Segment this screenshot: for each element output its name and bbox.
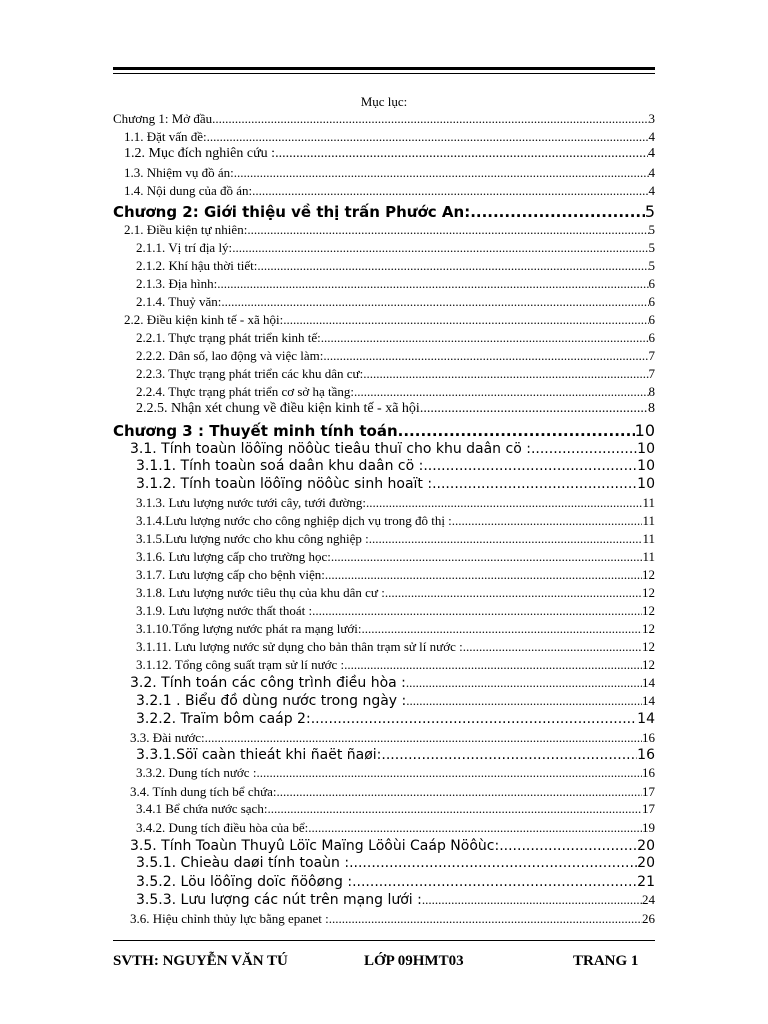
toc-dot-leader [344, 657, 642, 673]
toc-entry-page: 11 [642, 513, 655, 528]
toc-dot-leader [406, 693, 642, 709]
toc-entry-title: 2.1.1. Vị trí địa lý: [136, 240, 233, 255]
toc-entry-page: 4 [648, 183, 655, 198]
toc-entry-page: 14 [637, 711, 655, 727]
toc-entry-title: 3.1. Tính toaùn löôïng nöôùc tieâu thuï cho khu daân cö : [130, 441, 531, 457]
toc-dot-leader [354, 384, 648, 400]
toc-dot-leader [422, 892, 642, 908]
toc-entry-title: Chương 3 : Thuyết minh tính toán [113, 422, 398, 440]
toc-entry-title: 2.1.4. Thuỷ văn: [136, 294, 222, 309]
toc-dot-leader [420, 401, 648, 417]
toc-entry-title: 3.3.2. Dung tích nước : [136, 765, 257, 780]
toc-dot-leader [234, 165, 649, 181]
toc-dot-leader [385, 585, 642, 601]
toc-entry-page: 6 [648, 312, 655, 327]
toc-entry-title: 3.5.1. Chieàu daøi tính toaùn : [136, 855, 350, 871]
toc-entry-title: Chương 1: Mở đầu [113, 111, 213, 126]
toc-dot-leader [321, 330, 649, 346]
toc-entry-page: 14 [642, 675, 655, 690]
toc-dot-leader [423, 458, 637, 474]
toc-dot-leader [256, 765, 642, 781]
toc-dot-leader [277, 784, 642, 800]
toc-entry[interactable] [136, 330, 655, 346]
toc-entry[interactable] [136, 294, 655, 310]
toc-entry-page: 20 [637, 855, 655, 871]
toc-entry[interactable] [136, 820, 655, 836]
toc-entry-title: 3.4.1 Bể chứa nước sạch: [136, 801, 268, 816]
toc-entry-title: 3.1.5.Lưu lượng nước cho khu công nghiệp : [136, 531, 369, 546]
toc-entry-page: 17 [642, 801, 655, 816]
toc-dot-leader [352, 874, 637, 890]
toc-entry[interactable] [136, 401, 655, 417]
toc-dot-leader [325, 567, 642, 583]
toc-entry[interactable] [130, 675, 655, 691]
toc-entry-page: 6 [648, 276, 655, 291]
toc-entry-page: 26 [642, 911, 655, 926]
toc-dot-leader [406, 675, 642, 691]
toc-entry-page: 8 [648, 401, 655, 416]
toc-entry[interactable] [130, 911, 655, 927]
toc-entry-title: 3.1.11. Lưu lượng nước sử dụng cho bản thân trạm sử lí nước : [136, 639, 463, 654]
footer-page-number: TRANG 1 [573, 953, 639, 969]
toc-entry[interactable] [136, 366, 655, 382]
toc-entry-page: 6 [648, 330, 655, 345]
toc-dot-leader [205, 730, 642, 746]
toc-entry-title: Chương 2: Giới thiệu về thị trấn Phước An: [113, 203, 471, 221]
toc-dot-leader [381, 747, 637, 763]
toc-entry[interactable] [136, 855, 655, 871]
toc-dot-leader [275, 146, 648, 162]
toc-dot-leader [257, 258, 648, 274]
toc-dot-leader [207, 129, 649, 145]
toc-entry[interactable] [136, 711, 655, 727]
toc-entry-title: 3.5. Tính Toaùn Thuyû Löïc Maïng Löôùi Caáp Nöôùc: [130, 838, 500, 854]
toc-entry-page: 11 [642, 531, 655, 546]
toc-entry-title: 1.4. Nội dung của đồ án: [124, 183, 253, 198]
toc-entry-page: 10 [637, 441, 655, 457]
toc-dot-leader [312, 603, 642, 619]
toc-entry[interactable] [136, 621, 655, 637]
toc-entry-page: 11 [642, 549, 655, 564]
toc-entry-title: 3.4. Tính dung tích bể chứa: [130, 784, 277, 799]
toc-entry[interactable] [130, 730, 655, 746]
toc-entry-page: 5 [648, 240, 655, 255]
toc-entry-page: 12 [642, 657, 655, 672]
toc-dot-leader [311, 711, 637, 727]
toc-dot-leader [221, 294, 648, 310]
toc-entry[interactable] [136, 458, 655, 474]
toc-entry[interactable] [136, 549, 655, 565]
toc-entry[interactable] [130, 838, 655, 854]
toc-entry[interactable] [113, 202, 655, 221]
toc-entry-page: 5 [648, 222, 655, 237]
toc-entry-page: 12 [642, 639, 655, 654]
toc-entry[interactable] [136, 585, 655, 601]
toc-entry-title: 2.2.4. Thực trạng phát triển cơ sở hạ tầng: [136, 384, 355, 399]
toc-entry-page: 4 [648, 129, 655, 144]
toc-entry-title: 3.1.9. Lưu lượng nước thất thoát : [136, 603, 313, 618]
toc-entry[interactable] [136, 892, 655, 908]
toc-entry[interactable] [136, 693, 655, 709]
toc-entry-title: 3.3.1.Söï caàn thieát khi ñaët ñaøi: [136, 747, 382, 763]
toc-entry[interactable] [136, 874, 655, 890]
toc-entry-page: 4 [648, 165, 655, 180]
toc-entry-title: 2.2.1. Thực trạng phát triển kinh tế: [136, 330, 321, 345]
toc-entry-title: 1.1. Đặt vấn đề: [124, 129, 207, 144]
toc-entry[interactable] [136, 765, 655, 781]
toc-entry[interactable] [136, 276, 655, 292]
toc-entry-title: 3.1.3. Lưu lượng nước tưới cây, tưới đường: [136, 495, 366, 510]
toc-entry-title: 3.1.10.Tổng lượng nước phát ra mạng lưới: [136, 621, 362, 636]
toc-dot-leader [363, 366, 648, 382]
toc-entry[interactable] [113, 111, 655, 127]
toc-dot-leader [470, 203, 645, 221]
toc-entry[interactable] [136, 657, 655, 673]
toc-entry-page: 6 [648, 294, 655, 309]
toc-entry-page: 4 [648, 146, 655, 161]
toc-entry-title: 2.2.3. Thực trạng phát triển các khu dân cư: [136, 366, 364, 381]
toc-entry[interactable] [124, 146, 655, 162]
toc-entry-page: 21 [637, 874, 655, 890]
toc-entry-title: 3.2. Tính toán các công trình điều hòa : [130, 675, 406, 691]
toc-entry-page: 7 [648, 366, 655, 381]
toc-entry-page: 5 [644, 202, 655, 221]
toc-entry-page: 20 [637, 838, 655, 854]
toc-entry-title: 3.2.1 . Biểu đồ dùng nước trong ngày : [136, 693, 407, 709]
toc-entry[interactable] [124, 222, 655, 238]
toc-entry-title: 3.1.1. Tính toaùn soá daân khu daân cö : [136, 458, 424, 474]
toc-entry[interactable] [124, 165, 655, 181]
toc-entry[interactable] [136, 801, 655, 817]
toc-entry-page: 8 [648, 384, 655, 399]
toc-entry[interactable] [136, 258, 655, 274]
toc-dot-leader [362, 621, 642, 637]
toc-entry-title: 3.6. Hiệu chỉnh thủy lực bằng epanet : [130, 911, 329, 926]
toc-entry-title: 1.3. Nhiệm vụ đồ án: [124, 165, 234, 180]
toc-entry[interactable] [136, 603, 655, 619]
toc-entry-page: 17 [642, 784, 655, 799]
toc-entry[interactable] [136, 531, 655, 547]
toc-dot-leader [366, 495, 642, 511]
toc-entry-title: 2.1. Điều kiện tự nhiên: [124, 222, 248, 237]
toc-entry-page: 3 [648, 111, 655, 126]
toc-dot-leader [452, 513, 643, 529]
toc-entry[interactable] [136, 348, 655, 364]
toc-entry-page: 7 [648, 348, 655, 363]
toc-dot-leader [499, 838, 637, 854]
toc-entry-page: 12 [642, 585, 655, 600]
header-rule-thick [113, 67, 655, 70]
toc-entry-page: 24 [642, 892, 655, 907]
toc-entry-title: 2.1.3. Địa hình: [136, 276, 218, 291]
toc-entry[interactable] [136, 513, 655, 529]
toc-entry[interactable] [136, 240, 655, 256]
header-rule-thin [113, 73, 655, 74]
toc-dot-leader [349, 855, 637, 871]
toc-dot-leader [308, 820, 642, 836]
toc-entry-title: 2.2. Điều kiện kinh tế - xã hội: [124, 312, 284, 327]
toc-entry-title: 3.4.2. Dung tích điều hòa của bể: [136, 820, 309, 835]
toc-entry-title: 3.1.4.Lưu lượng nước cho công nghiệp dịch vụ trong đô thị : [136, 513, 452, 528]
footer-rule [113, 940, 655, 941]
toc-entry-page: 14 [642, 693, 655, 708]
toc-entry-title: 1.2. Mục đích nghiên cứu : [124, 146, 276, 161]
toc-dot-leader [252, 183, 648, 199]
toc-dot-leader [531, 441, 637, 457]
toc-entry-page: 10 [637, 458, 655, 474]
toc-dot-leader [323, 348, 648, 364]
toc-entry-page: 16 [642, 730, 655, 745]
toc-entry-title: 2.2.5. Nhận xét chung về điều kiện kinh tế - xã hội [136, 401, 420, 416]
toc-dot-leader [329, 911, 642, 927]
toc-dot-leader [432, 476, 637, 492]
toc-dot-leader [283, 312, 648, 328]
toc-entry-page: 16 [637, 747, 655, 763]
toc-entry[interactable] [136, 495, 655, 511]
toc-entry-page: 19 [642, 820, 655, 835]
toc-entry-page: 5 [648, 258, 655, 273]
toc-dot-leader [232, 240, 648, 256]
toc-entry[interactable] [136, 639, 655, 655]
toc-entry-title: 3.1.6. Lưu lượng cấp cho trường học: [136, 549, 331, 564]
toc-entry-page: 10 [634, 421, 655, 440]
toc-entry-title: 3.3. Đài nước: [130, 730, 205, 745]
toc-entry[interactable] [130, 441, 655, 457]
toc-entry-page: 16 [642, 765, 655, 780]
toc-entry[interactable] [130, 784, 655, 800]
toc-dot-leader [331, 549, 643, 565]
toc-dot-leader [398, 422, 635, 440]
toc-entry-page: 12 [642, 567, 655, 582]
toc-entry-page: 11 [642, 495, 655, 510]
toc-entry-title: 3.5.2. Löu löôïng doïc ñöôøng : [136, 874, 353, 890]
toc-entry-title: 2.2.2. Dân số, lao động và việc làm: [136, 348, 324, 363]
toc-dot-leader [463, 639, 642, 655]
toc-dot-leader [247, 222, 648, 238]
toc-entry[interactable] [113, 421, 655, 440]
toc-entry-title: 3.1.12. Tổng công suất trạm sử lí nước : [136, 657, 345, 672]
toc-entry[interactable] [136, 567, 655, 583]
toc-entry-title: 3.1.8. Lưu lượng nước tiêu thụ của khu dân cư : [136, 585, 385, 600]
toc-entry-page: 10 [637, 476, 655, 492]
toc-entry-title: 2.1.2. Khí hậu thời tiết: [136, 258, 258, 273]
toc-dot-leader [217, 276, 648, 292]
toc-entry-page: 12 [642, 621, 655, 636]
toc-entry-title: 3.2.2. Traïm bôm caáp 2: [136, 711, 311, 727]
toc-entry[interactable] [136, 384, 655, 400]
toc-entry-title: 3.5.3. Lưu lượng các nút trên mạng lưới : [136, 892, 422, 908]
toc-entry[interactable] [124, 312, 655, 328]
toc-dot-leader [212, 111, 648, 127]
footer-class: LỚP 09HMT03 [364, 953, 464, 969]
toc-entry[interactable] [124, 129, 655, 145]
toc-entry-page: 12 [642, 603, 655, 618]
toc-entry-title: 3.1.2. Tính toaùn löôïng nöôùc sinh hoaït : [136, 476, 433, 492]
footer-student: SVTH: NGUYỄN VĂN TÚ [113, 953, 288, 969]
toc-title: Mục lục: [360, 94, 408, 109]
toc-dot-leader [369, 531, 643, 547]
toc-entry-title: 3.1.7. Lưu lượng cấp cho bệnh viện: [136, 567, 325, 582]
toc-entry[interactable] [136, 476, 655, 492]
toc-dot-leader [267, 801, 642, 817]
toc-entry[interactable] [136, 747, 655, 763]
toc-entry[interactable] [124, 183, 655, 199]
